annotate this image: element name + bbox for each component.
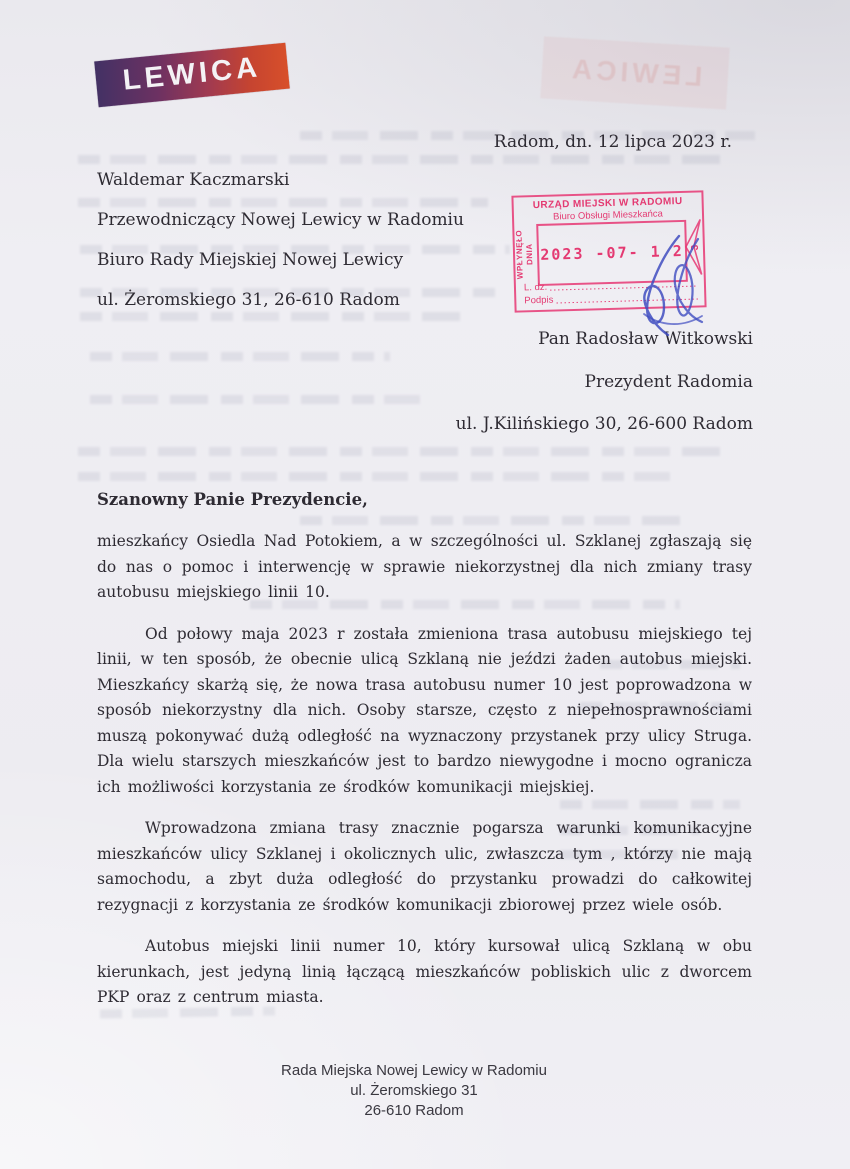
paragraph-4: Autobus miejski linii numer 10, który kursował ulicą Szklaną w obu kierunkach, jest jedyną linią łączącą mieszkańców pobliskich ulic z dworcem PKP oraz z centrum miasta. (97, 937, 752, 1006)
bleed-through-line (90, 395, 420, 404)
stamp-copy-number: 3 (689, 244, 701, 251)
letter-date: Radom, dn. 12 lipca 2023 r. (493, 132, 732, 152)
lewica-logo-text: LEWICA (121, 50, 263, 97)
footer-city: 26-610 Radom (364, 1102, 464, 1119)
sender-name: Waldemar Kaczmarski (97, 170, 290, 190)
stamp-ref-label: L. dz. (523, 281, 548, 294)
stamp-date: 2023 -07- 1 2 (540, 241, 684, 264)
footer-organization: Rada Miejska Nowej Lewicy w Radomiu (281, 1062, 547, 1079)
bleed-through-line (78, 447, 723, 456)
footer-block (0, 1061, 828, 1121)
bleed-through-logo (540, 36, 729, 109)
bleed-through-line (90, 352, 390, 361)
paragraph-3: Wprowadzona zmiana trasy znacznie pogarsza warunki komunikacyjne mieszkańców ulicy Szklanej i okolicznych ulic, zwłaszcza tym , którzy nie mają samochodu, a zbyt duża odległość do przystanku prowadzi do całkowitej rezygnacji z korzystania ze środków komunikacji zbiorowej przez wiele osób. (97, 819, 752, 914)
stamp-signature-label: Podpis (524, 294, 554, 307)
bleed-through-line (78, 472, 678, 481)
letter-body (97, 529, 752, 1027)
footer-street: ul. Żeromskiego 31 (350, 1082, 478, 1099)
handwritten-signature (622, 230, 717, 342)
sender-office: Biuro Rady Miejskiej Nowej Lewicy (97, 250, 404, 270)
recipient-address: ul. J.Kilińskiego 30, 26-600 Radom (455, 414, 753, 434)
stamp-received-label: WPŁYNĘŁO DNIA (514, 229, 535, 280)
sender-address: ul. Żeromskiego 31, 26-610 Radom (97, 290, 400, 310)
lewica-logo (94, 43, 290, 108)
stamp-department: Biuro Obsługi Mieszkańca (552, 208, 664, 223)
sender-title: Przewodniczący Nowej Lewicy w Radomiu (97, 210, 464, 230)
recipient-title: Prezydent Radomia (584, 371, 753, 392)
bleed-through-line (300, 516, 690, 525)
recipient-name: Pan Radosław Witkowski (538, 329, 753, 349)
paragraph-1: mieszkańcy Osiedla Nad Potokiem, a w szczególności ul. Szklanej zgłaszają się do nas o pomoc i interwencję w sprawie niekorzystnej dla nich zmiany trasy autobusu miejskiego linii 10. (97, 532, 752, 601)
bleed-through-logo-text: LEWICA (566, 52, 704, 93)
paragraph-2: Od połowy maja 2023 r została zmieniona trasa autobusu miejskiego tej linii, w ten sposób, że obecnie ulicą Szklaną nie jeździ żaden autobus miejski. Mieszkańcy skarżą się, że nowa trasa autobusu numer 10 jest poprowadzona w sposób niekorzystny dla nich. Osoby starsze, często z niepełnosprawnościami muszą pokonywać dużą odległość na wyznaczony przystanek przy ulicy Struga. Dla wielu starszych mieszkańców jest to bardzo niewygodne i mocno ogranicza ich możliwości korzystania ze środków komunikacji miejskiej. (97, 624, 752, 796)
sender-block (97, 160, 464, 320)
salutation: Szanowny Panie Prezydencie, (97, 490, 368, 509)
stamp-office-name: URZĄD MIEJSKI W RADOMIU (532, 195, 683, 212)
